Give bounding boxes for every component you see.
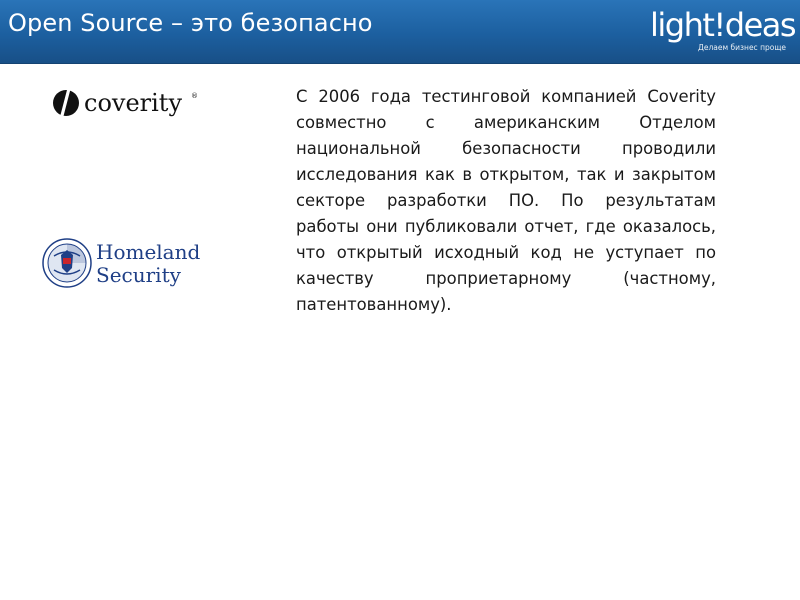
homeland-security-logo — [42, 234, 212, 292]
company-brand — [650, 6, 796, 58]
dhs-seal-icon — [43, 239, 91, 287]
slide-header — [0, 0, 800, 64]
slide-body-text: С 2006 года тестинговой компанией Coverity совместно с американским Отделом национальной безопасности проводили исследования как в открытом, так и закрытом секторе разработки ПО. По результатам работы они публиковали отчет, где оказалось, что открытый исходный код не уступает по качеству проприетарному (частному, патентованному). — [296, 87, 716, 314]
slide-title: Open Source – это безопасно — [8, 9, 373, 37]
dhs-wordmark-line-1: Homeland — [96, 240, 201, 264]
coverity-registered-mark: ® — [191, 92, 198, 100]
brand-name: light!deas — [650, 6, 796, 44]
brand-tagline: Делаем бизнес проще — [698, 43, 786, 52]
coverity-mark-icon — [53, 90, 79, 116]
coverity-logo — [50, 80, 200, 126]
coverity-wordmark: coverity — [84, 89, 183, 117]
dhs-wordmark-line-2: Security — [96, 263, 181, 287]
